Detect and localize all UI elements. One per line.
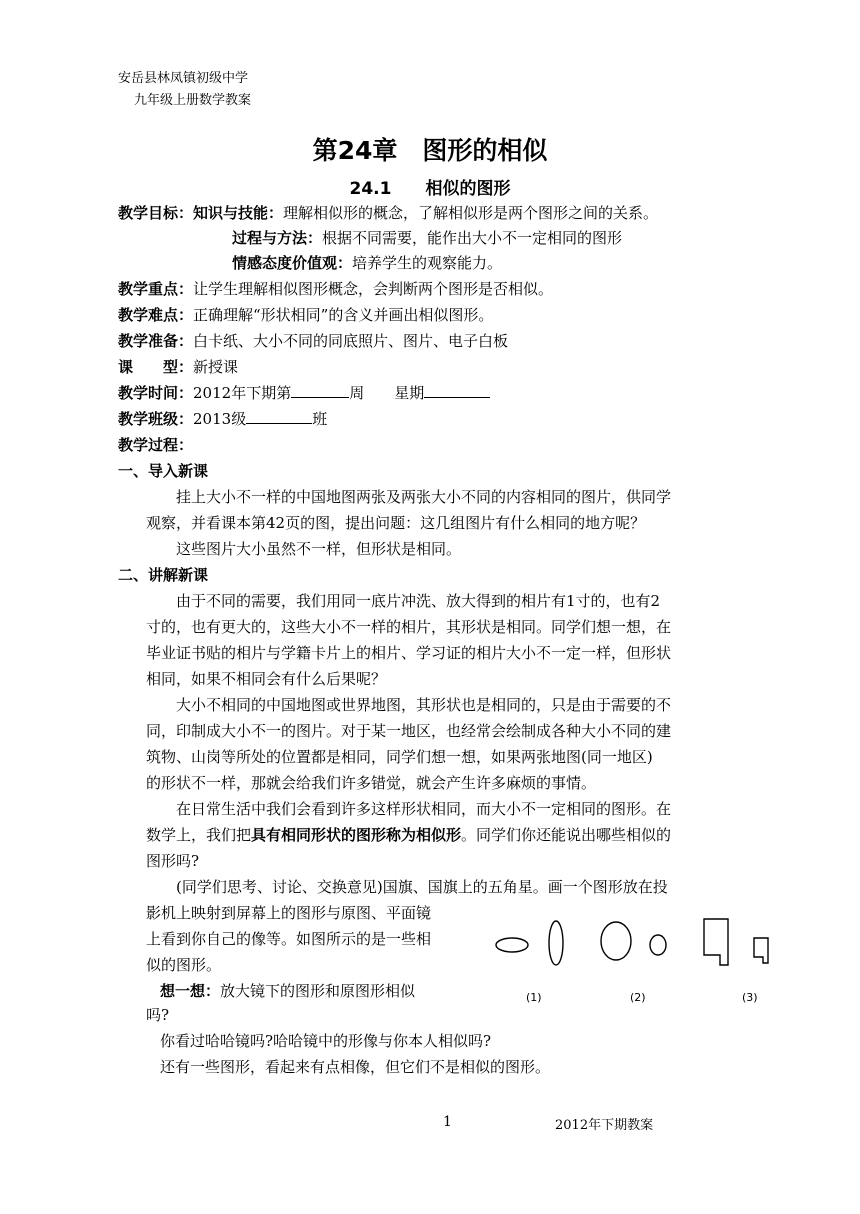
attitude-line [232, 252, 502, 274]
time-text-a: 2012年下期第 [193, 384, 292, 402]
attitude-text: 培养学生的观察能力。 [352, 254, 503, 272]
objectives-label: 教学目标： [118, 204, 194, 222]
part2-a-line3: 毕业证书贴的相片与学籍卡片上的相片、学习证的相片大小不一定一样，但形状 [146, 644, 672, 662]
difficulties-line [118, 304, 493, 326]
think-label: 想一想： [160, 982, 221, 1000]
figure-label-1: (1) [526, 991, 542, 1004]
footer-term: 2012年下期教案 [555, 1118, 654, 1133]
part2-c-line1: 在日常生活中我们会看到许多这样形状相同，而大小不一定相同的图形。在 [176, 800, 672, 818]
section-title: 24.1 相似的图形 [349, 179, 511, 199]
part2-a-line2: 寸的，也有更大的，这些大小不一样的相片，其形状是相同。同学们想一想，在 [146, 618, 672, 636]
small-notched-shape [754, 938, 768, 963]
part2-d-line3: 上看到你自己的像等。如图所示的是一些相 [146, 930, 432, 948]
part2-d-line4: 似的图形。 [146, 956, 222, 974]
process-method-line [232, 227, 622, 249]
part2-d-line1: (同学们思考、讨论、交换意见)国旗、国旗上的五角星。画一个图形放在投 [176, 878, 668, 896]
lesson-type-line [118, 356, 238, 378]
figure-label-3: (3) [742, 991, 758, 1004]
think-line2: 吗? [146, 1006, 170, 1024]
part2-b-line4: 的形状不一样，那就会给我们许多错觉，就会产生许多麻烦的事情。 [146, 774, 597, 792]
part2-heading: 二、讲解新课 [118, 566, 209, 584]
class-text-b: 班 [312, 410, 328, 428]
large-notched-shape [704, 919, 728, 965]
part2-b-line2: 同，印制成大小不一的图片。对于某一地区，也经常会绘制成各种大小不同的建 [146, 722, 672, 740]
small-circle-ellipse [650, 935, 666, 955]
think-line [160, 980, 415, 1002]
page-number: 1 [443, 1114, 452, 1130]
preparation-line [118, 330, 508, 352]
part1-heading: 一、导入新课 [118, 462, 209, 480]
figure-label-2: (2) [630, 991, 646, 1004]
part2-a-line4: 相同，如果不相同会有什么后果呢？ [146, 670, 387, 688]
part2-c-line2: 数学上，我们把具有相同形状的图形称为相似形。同学们你还能说出哪些相似的 [146, 826, 672, 844]
time-line [118, 382, 490, 404]
part2-b-line3: 筑物、山岗等所处的位置都是相同，同学们想一想，如果两张地图(同一地区) [146, 748, 653, 766]
chapter-title: 第24章 图形的相似 [312, 136, 548, 165]
similar-definition: 具有相同形状的图形称为相似形 [251, 826, 462, 844]
process-text: 根据不同需要，能作出大小不一定相同的图形 [322, 229, 623, 247]
week-blank [291, 383, 349, 398]
knowledge-text: 理解相似形的概念，了解相似形是两个图形之间的关系。 [283, 204, 659, 222]
part2-a-line1: 由于不同的需要，我们用同一底片冲洗、放大得到的相片有1寸的，也有2 [176, 592, 661, 610]
similar-shapes-figure [492, 905, 772, 1015]
part2-d-line2: 影机上映射到屏幕上的图形与原图、平面镜 [146, 904, 432, 922]
class-line [118, 408, 327, 430]
key-points-text: 让学生理解相似图形概念，会判断两个图形是否相似。 [193, 280, 554, 298]
tall-vertical-ellipse [549, 921, 563, 965]
time-text-b: 周 星期 [349, 384, 425, 402]
large-circle-ellipse [601, 922, 631, 960]
lesson-type-text: 新授课 [193, 358, 239, 376]
question-distorting-mirror: 你看过哈哈镜吗?哈哈镜中的形像与你本人相似吗? [160, 1032, 492, 1050]
difficulties-label: 教学难点： [118, 306, 194, 324]
difficulties-text: 正确理解“形状相同”的含义并画出相似图形。 [193, 306, 494, 324]
time-label: 教学时间： [118, 384, 194, 402]
question-not-similar: 还有一些图形，看起来有点相像，但它们不是相似的图形。 [160, 1058, 551, 1076]
header-school: 安岳县林凤镇初级中学 [118, 71, 249, 86]
preparation-text: 白卡纸、大小不同的同底照片、图片、电子白板 [193, 332, 509, 350]
think-text: 放大镜下的图形和原图形相似 [220, 982, 416, 1000]
attitude-label: 情感态度价值观： [232, 254, 353, 272]
process-heading: 教学过程： [118, 436, 194, 454]
part2-c-line3: 图形吗? [146, 852, 200, 870]
objectives-line [118, 202, 658, 224]
preparation-label: 教学准备： [118, 332, 194, 350]
key-points-line [118, 278, 553, 300]
part1-p1-line1: 挂上大小不一样的中国地图两张及两张大小不同的内容相同的图片，供同学 [176, 488, 672, 506]
part2-b-line1: 大小不相同的中国地图或世界地图，其形状也是相同的，只是由于需要的不 [176, 696, 672, 714]
header-course: 九年级上册数学教案 [134, 93, 252, 108]
class-blank [246, 409, 312, 424]
key-points-label: 教学重点： [118, 280, 194, 298]
lesson-type-label: 课 型： [118, 358, 194, 376]
class-text-a: 2013级 [193, 410, 247, 428]
class-label: 教学班级： [118, 410, 194, 428]
process-label: 过程与方法： [232, 229, 323, 247]
part1-p2: 这些图片大小虽然不一样，但形状是相同。 [176, 540, 462, 558]
part1-p1-line2: 观察，并看课本第42页的图，提出问题：这几组图片有什么相同的地方呢？ [146, 514, 646, 532]
small-horizontal-ellipse [496, 938, 528, 952]
weekday-blank [424, 383, 490, 398]
knowledge-label: 知识与技能： [193, 204, 284, 222]
